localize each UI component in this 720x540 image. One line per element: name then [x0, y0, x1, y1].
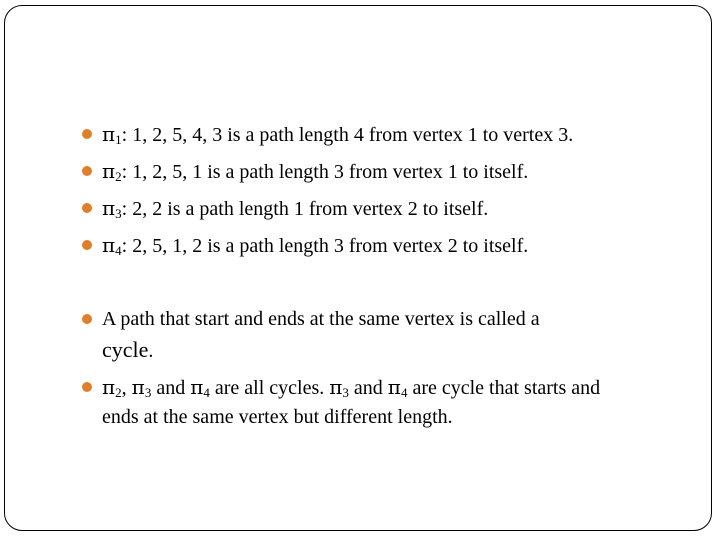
- bullet-dot: [82, 382, 92, 392]
- pi-subscript: 3: [342, 385, 349, 400]
- bullet-dot: [82, 240, 92, 250]
- conjunction: and: [348, 377, 388, 399]
- bullet-dot: [82, 314, 92, 324]
- path-item-1: [102, 122, 573, 152]
- pi-symbol: π: [387, 375, 401, 399]
- path-description: : 1, 2, 5, 4, 3 is a path length 4 from vertex 1 to vertex 3.: [121, 124, 574, 146]
- pi-symbol: π: [102, 375, 116, 399]
- pi-symbol: π: [190, 375, 204, 399]
- cycle-examples-line1: [102, 375, 600, 405]
- pi-symbol: π: [102, 159, 116, 183]
- text-segment: are cycle that starts and: [407, 377, 601, 399]
- pi-subscript: 4: [203, 385, 210, 400]
- bullet-dot: [82, 129, 92, 139]
- bullet-dot: [82, 166, 92, 176]
- pi-subscript: 2: [115, 169, 122, 184]
- pi-subscript: 4: [400, 385, 408, 400]
- cycle-definition-line2: [102, 338, 153, 363]
- path-description: : 1, 2, 5, 1 is a path length 3 from vertex 1 to itself.: [121, 161, 529, 183]
- pi-subscript: 3: [144, 385, 152, 400]
- cycle-examples-line2: ends at the same vertex but different length.: [102, 406, 453, 428]
- pi-subscript: 1: [115, 132, 122, 147]
- slide-frame: [4, 5, 712, 531]
- separator: ,: [121, 377, 132, 399]
- cycle-definition-line1: A path that start and ends at the same vertex is called a: [102, 308, 540, 330]
- pi-symbol: π: [329, 375, 343, 399]
- pi-symbol: π: [102, 233, 116, 257]
- pi-subscript: 2: [115, 385, 122, 400]
- path-item-4: [102, 233, 528, 263]
- bullet-dot: [82, 203, 92, 213]
- pi-symbol: π: [102, 196, 116, 220]
- path-item-3: [102, 196, 488, 226]
- cycle-term: cycle: [102, 337, 149, 362]
- pi-symbol: π: [131, 375, 145, 399]
- path-description: : 2, 2 is a path length 1 from vertex 2 to itself.: [121, 198, 489, 220]
- pi-subscript: 4: [115, 243, 122, 258]
- path-description: : 2, 5, 1, 2 is a path length 3 from vertex 2 to itself.: [121, 235, 529, 257]
- cycle-period: .: [148, 340, 154, 362]
- conjunction: and: [151, 377, 191, 399]
- pi-subscript: 3: [115, 206, 122, 221]
- pi-symbol: π: [102, 122, 116, 146]
- path-item-2: [102, 159, 528, 189]
- text-segment: are all cycles.: [209, 377, 330, 399]
